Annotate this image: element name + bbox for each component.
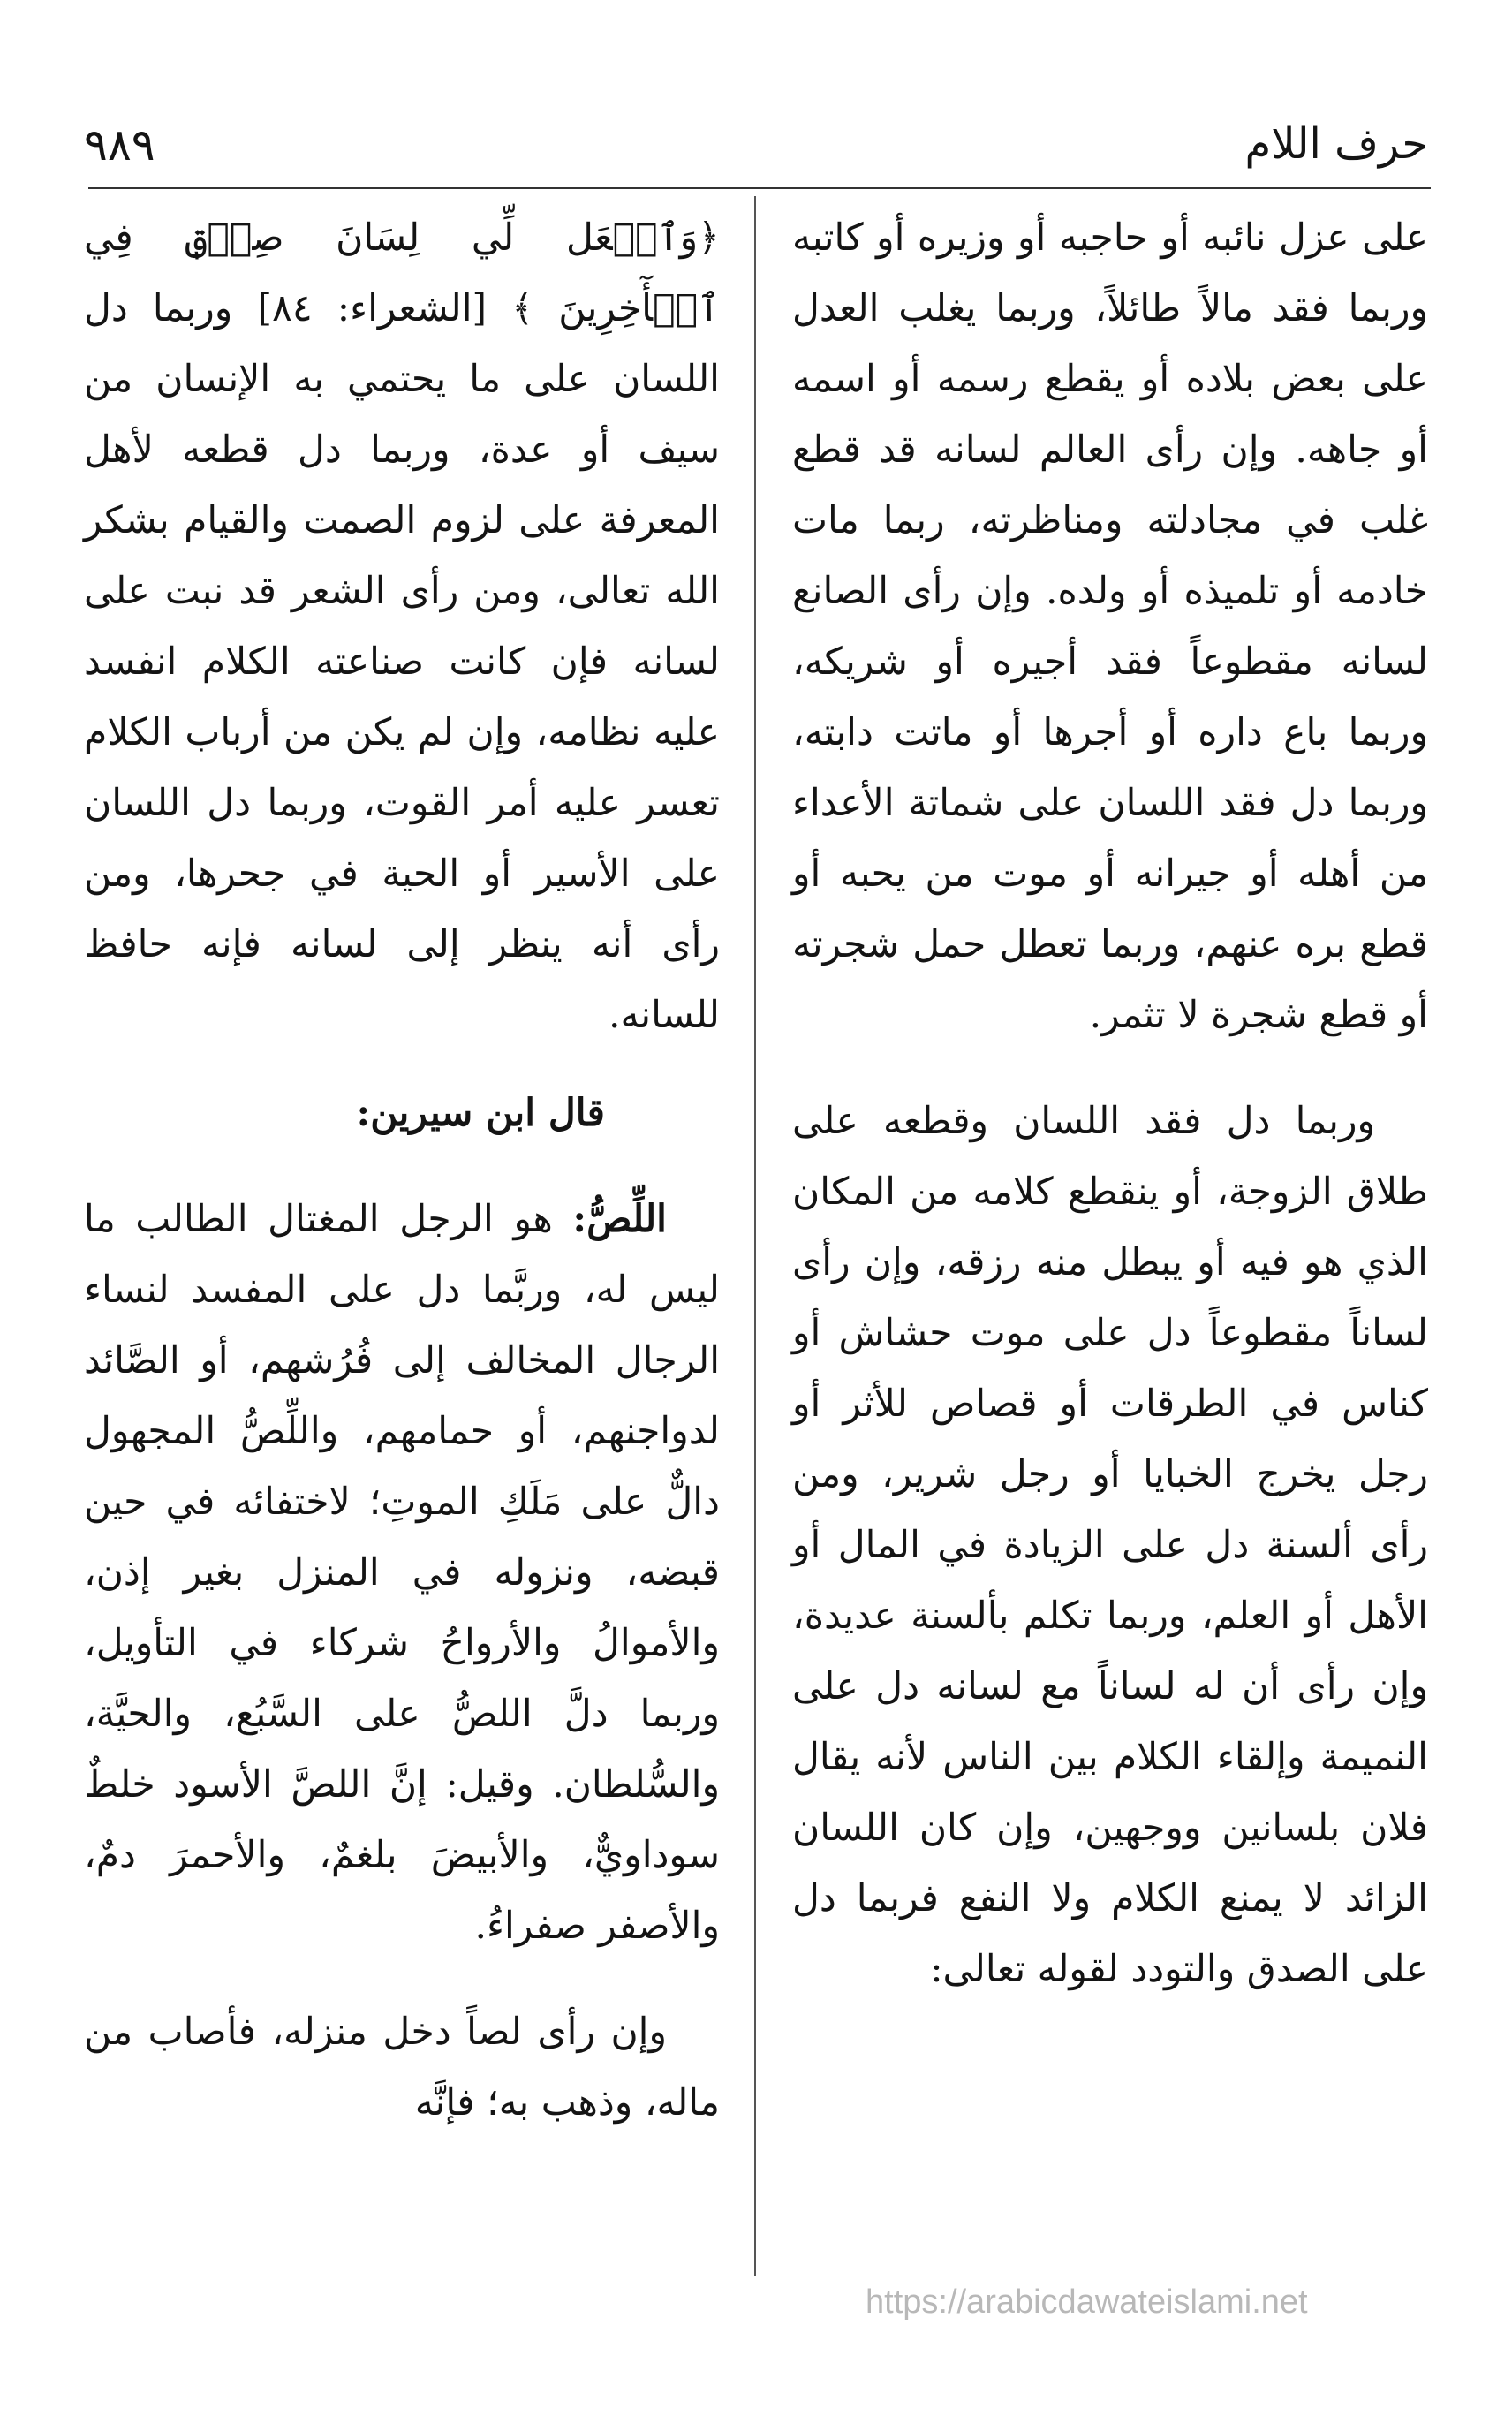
entry-term: اللِّصُّ: xyxy=(572,1197,667,1241)
paragraph xyxy=(84,1184,720,1962)
paragraph: وإن رأى لصاً دخل منزله، فأصاب من ماله، وذهب به؛ فإنَّه xyxy=(84,2011,720,2125)
header-rule xyxy=(88,187,1431,189)
watermark-url: https://arabicdawateislami.net xyxy=(866,2284,1308,2321)
paragraph: ﴿وَٱجۡعَل لِّي لِسَانَ صِدۡقٖ فِي ٱلۡأٓخِرِينَ ﴾ [الشعراء: ٨٤] وربما دل اللسان على ما يحتمي به الإنسان من سيف أو عدة، وربما دل قطعه لأهل المعرفة على لزوم الصمت والقيام بشكر الله تعالى، ومن رأى الشعر قد نبت على لسانه فإن كانت صناعته الكلام انفسد عليه نظامه، وإن لم يكن من أرباب الكلام تعسر عليه أمر القوت، وربما دل اللسان على الأسير أو الحية في جحرها، ومن رأى أنه ينظر إلى لسانه فإنه حافظ للسانه. xyxy=(84,216,720,1037)
right-column xyxy=(792,203,1428,2005)
page-title: حرف اللام xyxy=(1244,119,1428,169)
column-divider xyxy=(754,196,756,2276)
left-column xyxy=(84,203,720,2139)
page-number: ٩٨٩ xyxy=(84,119,155,170)
paragraph: على عزل نائبه أو حاجبه أو وزيره أو كاتبه وربما فقد مالاً طائلاً، وربما يغلب العدل على بعض بلاده أو يقطع رسمه أو اسمه أو جاهه. وإن رأى العالم لسانه قد قطع غلب في مجادلته ومناظرته، ربما مات خادمه أو تلميذه أو ولده. وإن رأى الصانع لسانه مقطوعاً فقد أجيره أو شريكه، وربما باع داره أو أجرها أو ماتت دابته، وربما دل فقد اللسان على شماتة الأعداء من أهله أو جيرانه أو موت من يحبه أو قطع بره عنهم، وربما تعطل حمل شجرته أو قطع شجرة لا تثمر. xyxy=(792,216,1428,1037)
paragraph: وربما دل فقد اللسان وقطعه على طلاق الزوجة، أو ينقطع كلامه من المكان الذي هو فيه أو يبطل منه رزقه، وإن رأى لساناً مقطوعاً دل على موت حشاش أو كناس في الطرقات أو قصاص للأثر أو رجل يخرج الخبايا أو رجل شرير، ومن رأى ألسنة دل على الزيادة في المال أو الأهل أو العلم، وربما تكلم بألسنة عديدة، وإن رأى أن له لساناً مع لسانه دل على النميمة وإلقاء الكلام بين الناس لأنه يقال فلان بلسانين ووجهين، وإن كان اللسان الزائد لا يمنع الكلام ولا النفع فربما دل على الصدق والتودد لقوله تعالى: xyxy=(792,1100,1428,1991)
section-heading: قال ابن سيرين: xyxy=(356,1091,605,1135)
entry-text: هو الرجل المغتال الطالب ما ليس له، وربَّما دل على المفسد لنساء الرجال المخالف إلى فُرُشهم، أو الصَّائد لدواجنهم، أو حمامهم، واللِّصُّ المجهول دالٌّ على مَلَكِ الموتِ؛ لاختفائه في حين قبضه، ونزوله في المنزل بغير إذن، والأموالُ والأرواحُ شركاء في التأويل، وربما دلَّ اللصُّ على السَّبُع، والحيَّة، والسُّلطان. وقيل: إنَّ اللصَّ الأسود خلطٌ سوداويٌّ، والأبيضَ بلغمٌ، والأحمرَ دمٌ، والأصفر صفراءُ. xyxy=(84,1198,720,1948)
